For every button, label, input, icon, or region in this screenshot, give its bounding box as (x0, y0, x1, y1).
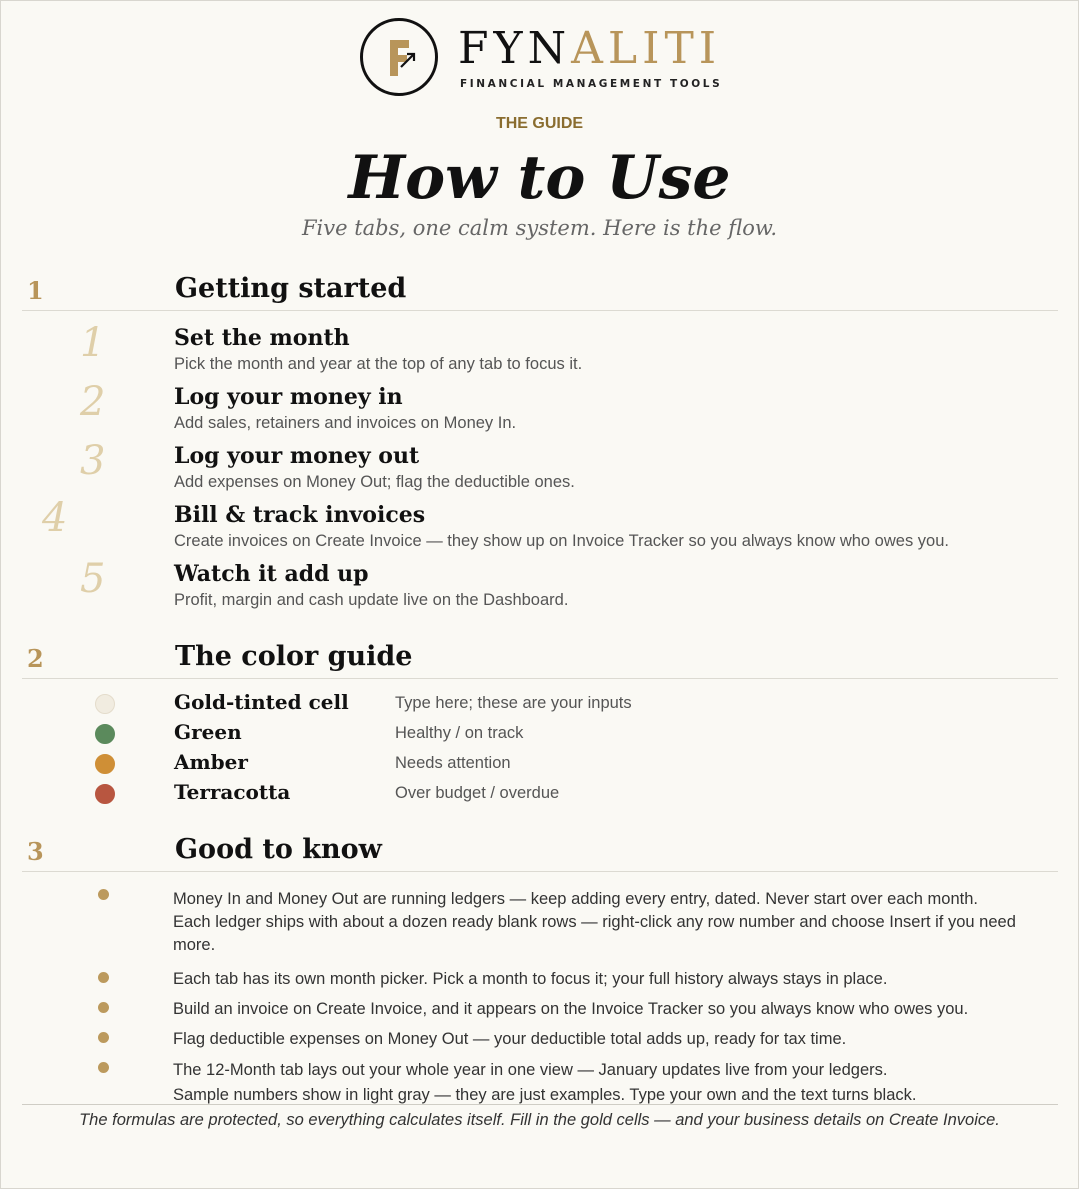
step-title: Watch it add up (174, 561, 369, 587)
color-name: Green (174, 720, 242, 744)
section-divider (22, 310, 1058, 311)
step-description: Create invoices on Create Invoice — they show up on Invoice Tracker so you always know who owes you. (174, 532, 949, 550)
step-number: 5 (80, 556, 106, 602)
swatch-terracotta-icon (95, 784, 115, 804)
section-number: 2 (27, 644, 44, 673)
tip-item (173, 1028, 1053, 1051)
swatch-gold-icon (95, 694, 115, 714)
bullet-icon (98, 1062, 109, 1073)
section-title-good-to-know: Good to know (175, 834, 382, 865)
swatch-amber-icon (95, 754, 115, 774)
brand-name-part2: ALITI (571, 23, 722, 74)
bullet-icon (98, 1002, 109, 1013)
step-number: 2 (80, 379, 106, 425)
section-number: 3 (27, 837, 44, 866)
brand-name-part1: FYN (458, 23, 572, 74)
color-description: Healthy / on track (395, 724, 524, 742)
step-item (0, 379, 1079, 442)
brand-tagline: FINANCIAL MANAGEMENT TOOLS (460, 78, 723, 90)
section-title-color-guide: The color guide (175, 641, 413, 672)
swatch-green-icon (95, 724, 115, 744)
page-title: How to Use (348, 143, 731, 213)
section-divider (22, 678, 1058, 679)
step-item (0, 438, 1079, 501)
step-title: Log your money out (174, 443, 420, 469)
bullet-icon (98, 889, 109, 900)
step-description: Profit, margin and cash update live on the Dashboard. (174, 591, 569, 609)
color-name: Terracotta (174, 780, 291, 804)
color-description: Needs attention (395, 754, 511, 772)
brand-name (458, 24, 721, 74)
tip-item (173, 1058, 1053, 1108)
tip-item (173, 888, 1053, 957)
footer-divider (22, 1104, 1058, 1105)
tip-line: Money In and Money Out are running ledgers — keep adding every entry, dated. Never start over each month. (173, 890, 978, 908)
tip-line: The 12-Month tab lays out your whole year in one view — January updates live from your ledgers. (173, 1061, 888, 1079)
tip-line: Each ledger ships with about a dozen ready blank rows — right-click any row number and choose Insert if you need more. (173, 913, 1016, 954)
tip-line: Each tab has its own month picker. Pick a month to focus it; your full history always stays in place. (173, 970, 888, 988)
color-guide-row (0, 689, 1079, 719)
step-item (0, 495, 1079, 560)
step-number: 1 (80, 320, 106, 366)
brand-logo (360, 18, 730, 104)
section-number: 1 (27, 276, 44, 305)
page-subtitle: Five tabs, one calm system. Here is the flow. (301, 216, 778, 240)
tip-line: Sample numbers show in light gray — they are just examples. Type your own and the text turns black. (173, 1086, 917, 1104)
bullet-icon (98, 1032, 109, 1043)
step-item (0, 320, 1079, 383)
step-title: Set the month (174, 325, 350, 351)
tip-item (173, 998, 1053, 1021)
step-title: Bill & track invoices (174, 502, 426, 528)
color-name: Gold-tinted cell (174, 690, 349, 714)
color-guide-row (0, 719, 1079, 749)
step-description: Add sales, retainers and invoices on Money In. (174, 414, 517, 432)
step-number: 4 (42, 495, 68, 541)
footer-note: The formulas are protected, so everything calculates itself. Fill in the gold cells — and your business details on Create Invoice. (79, 1111, 1000, 1129)
color-guide-row (0, 749, 1079, 779)
section-divider (22, 871, 1058, 872)
section-title-getting-started: Getting started (175, 273, 407, 304)
step-description: Add expenses on Money Out; flag the deductible ones. (174, 473, 575, 491)
tip-line: Build an invoice on Create Invoice, and it appears on the Invoice Tracker so you always know who owes you. (173, 1000, 969, 1018)
step-number: 3 (80, 438, 106, 484)
color-description: Type here; these are your inputs (395, 694, 632, 712)
tip-line: Flag deductible expenses on Money Out — your deductible total adds up, ready for tax time. (173, 1030, 847, 1048)
tip-item (173, 968, 1053, 991)
step-item (0, 556, 1079, 619)
color-guide-row (0, 779, 1079, 809)
color-name: Amber (174, 750, 248, 774)
step-description: Pick the month and year at the top of any tab to focus it. (174, 355, 583, 373)
step-title: Log your money in (174, 384, 403, 410)
bullet-icon (98, 972, 109, 983)
logo-mark-icon (360, 18, 438, 96)
eyebrow-label: THE GUIDE (495, 115, 584, 132)
color-description: Over budget / overdue (395, 784, 560, 802)
